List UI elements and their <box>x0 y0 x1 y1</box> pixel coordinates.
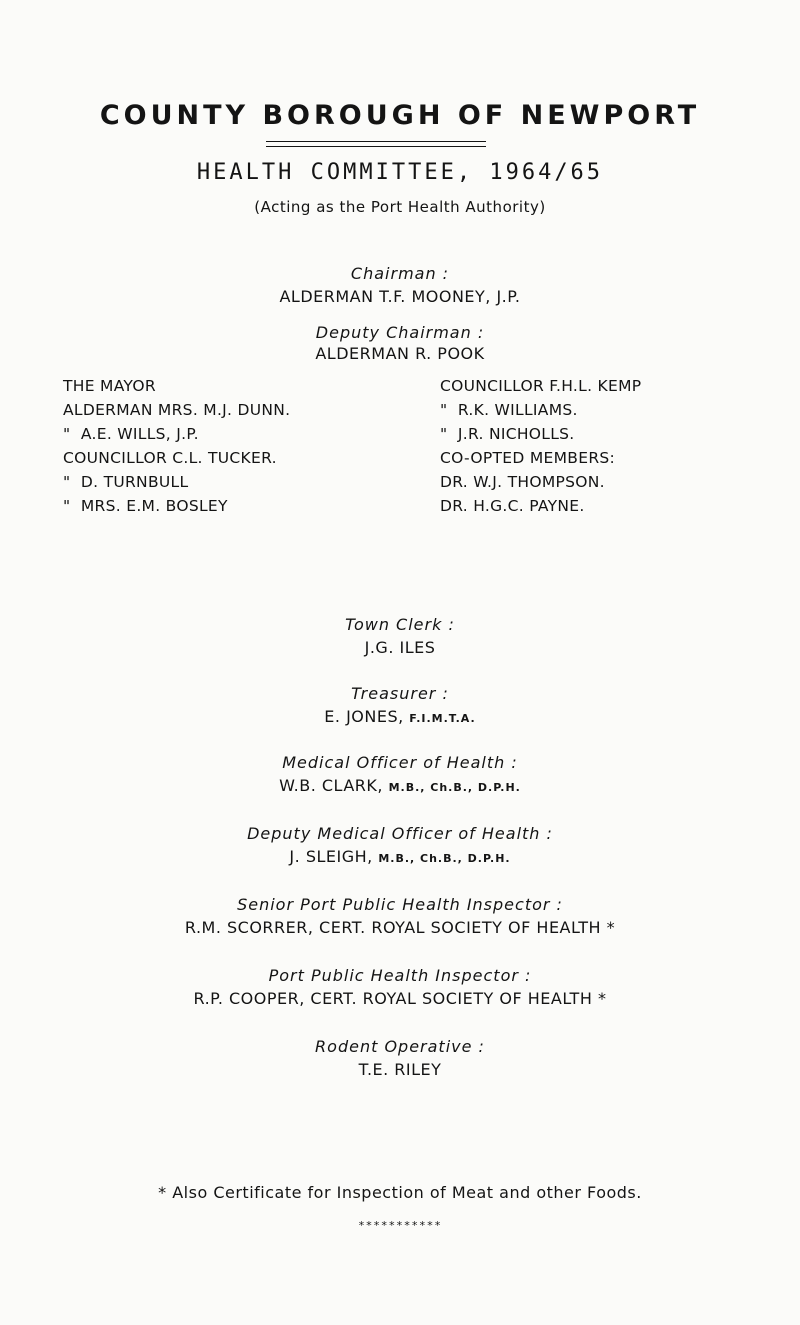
members-right-column <box>440 374 641 518</box>
port-inspector-role: Port Public Health Inspector : <box>268 966 532 985</box>
committee-heading: HEALTH COMMITTEE, 1964/65 <box>196 160 604 185</box>
moh-qualifications: M.B., Ch.B., D.P.H. <box>388 781 521 794</box>
deputy-moh-name-text: J. SLEIGH, <box>289 847 379 866</box>
deputy-moh-qualifications: M.B., Ch.B., D.P.H. <box>378 852 511 865</box>
title-underline <box>266 141 486 147</box>
rodent-operative-role: Rodent Operative : <box>315 1037 485 1056</box>
treasurer-name-text: E. JONES, <box>324 707 410 726</box>
senior-inspector-name: R.M. SCORRER, CERT. ROYAL SOCIETY OF HEALTH * <box>184 918 616 937</box>
member-entry: ALDERMAN MRS. M.J. DUNN. <box>63 401 291 419</box>
member-entry: " R.K. WILLIAMS. <box>440 401 578 419</box>
committee-note: (Acting as the Port Health Authority) <box>254 198 546 216</box>
member-entry: " J.R. NICHOLLS. <box>440 425 575 443</box>
asterisk-divider: *********** <box>358 1219 442 1232</box>
treasurer-role: Treasurer : <box>351 684 449 703</box>
deputy-chairman-name: ALDERMAN R. POOK <box>315 344 485 363</box>
member-entry: COUNCILLOR F.H.L. KEMP <box>440 377 642 395</box>
town-clerk-role: Town Clerk : <box>345 615 455 634</box>
member-entry: COUNCILLOR C.L. TUCKER. <box>63 449 277 467</box>
town-clerk-name: J.G. ILES <box>364 638 436 657</box>
treasurer-qualifications: F.I.M.T.A. <box>409 712 476 725</box>
member-entry: " MRS. E.M. BOSLEY <box>63 497 228 515</box>
port-inspector-name: R.P. COOPER, CERT. ROYAL SOCIETY OF HEALTH * <box>193 989 607 1008</box>
rodent-operative-name: T.E. RILEY <box>358 1060 442 1079</box>
member-entry: " A.E. WILLS, J.P. <box>63 425 199 443</box>
member-entry: DR. H.G.C. PAYNE. <box>440 497 585 515</box>
member-entry: CO-OPTED MEMBERS: <box>440 449 616 467</box>
chairman-role: Chairman : <box>350 264 450 283</box>
chairman-name: ALDERMAN T.F. MOONEY, J.P. <box>279 287 521 306</box>
member-entry: " D. TURNBULL <box>63 473 189 491</box>
moh-name <box>0 776 800 795</box>
treasurer-name <box>0 707 800 726</box>
moh-role: Medical Officer of Health : <box>282 753 518 772</box>
footnote: * Also Certificate for Inspection of Meat and other Foods. <box>158 1183 642 1202</box>
member-entry: DR. W.J. THOMPSON. <box>440 473 605 491</box>
moh-name-text: W.B. CLARK, <box>279 776 389 795</box>
senior-inspector-role: Senior Port Public Health Inspector : <box>237 895 563 914</box>
member-entry: THE MAYOR <box>63 377 156 395</box>
deputy-moh-name <box>0 847 800 866</box>
deputy-moh-role: Deputy Medical Officer of Health : <box>247 824 553 843</box>
members-left-column <box>63 374 290 518</box>
document-title: COUNTY BOROUGH OF NEWPORT <box>99 100 701 131</box>
deputy-chairman-role: Deputy Chairman : <box>315 323 485 342</box>
